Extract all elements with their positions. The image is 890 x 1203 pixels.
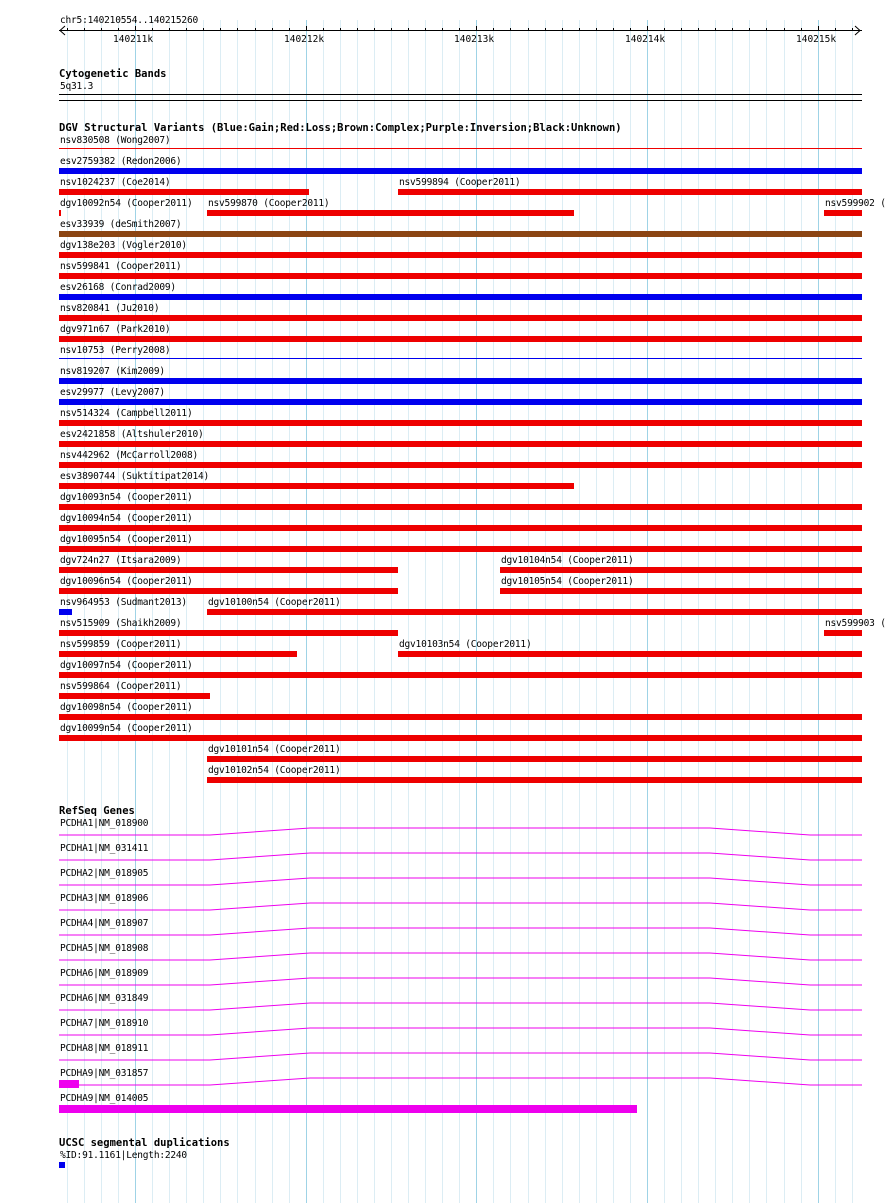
variant-label[interactable]: nsv964953 (Sudmant2013) xyxy=(60,597,187,608)
ruler-tick xyxy=(67,28,68,31)
variant-label[interactable]: nsv599870 (Cooper2011) xyxy=(208,198,330,209)
variant-bar[interactable] xyxy=(59,525,862,531)
variant-bar[interactable] xyxy=(500,588,862,594)
variant-label[interactable]: nsv599894 (Cooper2011) xyxy=(399,177,521,188)
variant-label[interactable]: dgv10094n54 (Cooper2011) xyxy=(60,513,193,524)
variant-bar[interactable] xyxy=(59,336,862,342)
ruler-tick xyxy=(459,28,460,31)
variant-bar[interactable] xyxy=(59,168,862,174)
gene-label[interactable]: PCDHA9|NM_014005 xyxy=(60,1093,149,1104)
variant-bar[interactable] xyxy=(59,546,862,552)
segdup-feature-label[interactable]: %ID:91.1161|Length:2240 xyxy=(60,1150,187,1161)
ruler-tick xyxy=(579,28,580,31)
variant-bar[interactable] xyxy=(59,462,862,468)
ruler-tick xyxy=(647,26,648,31)
segdup-feature-bar[interactable] xyxy=(59,1162,65,1168)
variant-label[interactable]: esv26168 (Conrad2009) xyxy=(60,282,176,293)
gene-label[interactable]: PCDHA7|NM_018910 xyxy=(60,1018,149,1029)
variant-bar[interactable] xyxy=(59,651,297,657)
gene-intron-line[interactable] xyxy=(0,874,890,894)
cytoband-line-bottom xyxy=(59,100,862,101)
variant-label[interactable]: dgv10103n54 (Cooper2011) xyxy=(399,639,532,650)
variant-bar[interactable] xyxy=(59,231,862,237)
ruler-tick xyxy=(357,28,358,31)
ruler-tick xyxy=(528,28,529,31)
variant-label[interactable]: dgv138e203 (Vogler2010) xyxy=(60,240,187,251)
ruler-tick xyxy=(732,28,733,31)
gene-label[interactable]: PCDHA3|NM_018906 xyxy=(60,893,149,904)
ruler-tick-label: 140211k xyxy=(113,34,154,45)
variant-bar[interactable] xyxy=(59,210,61,216)
ruler-tick xyxy=(84,28,85,31)
ruler-tick xyxy=(408,28,409,31)
variant-label[interactable]: dgv10105n54 (Cooper2011) xyxy=(501,576,634,587)
ruler-tick xyxy=(784,28,785,31)
ruler-tick xyxy=(203,28,204,31)
ruler-tick xyxy=(272,28,273,31)
ruler-tick xyxy=(323,28,324,31)
ruler-tick xyxy=(545,28,546,31)
ruler-tick xyxy=(391,28,392,31)
variant-bar[interactable] xyxy=(59,315,862,321)
ruler-tick-label: 140215k xyxy=(796,34,837,45)
ruler-tick xyxy=(715,28,716,31)
variant-label[interactable]: dgv10096n54 (Cooper2011) xyxy=(60,576,193,587)
variant-bar[interactable] xyxy=(59,504,862,510)
ruler-tick xyxy=(118,28,119,31)
cytoband-line-top xyxy=(59,94,862,95)
variant-bar[interactable] xyxy=(59,378,862,384)
variant-bar[interactable] xyxy=(59,358,862,359)
variant-bar[interactable] xyxy=(207,777,862,783)
variant-label[interactable]: nsv1024237 (Coe2014) xyxy=(60,177,171,188)
ruler-tick xyxy=(613,28,614,31)
ruler-tick-label: 140213k xyxy=(454,34,495,45)
gene-intron-line[interactable] xyxy=(0,824,890,844)
ruler-tick xyxy=(374,28,375,31)
cytoband-label[interactable]: 5q31.3 xyxy=(60,81,94,92)
variant-bar[interactable] xyxy=(59,567,398,573)
variant-bar[interactable] xyxy=(59,441,862,447)
variant-bar[interactable] xyxy=(59,609,72,615)
ruler-tick-label: 140214k xyxy=(625,34,666,45)
gene-intron-line[interactable] xyxy=(0,1024,890,1044)
ruler-tick xyxy=(510,28,511,31)
variant-label[interactable]: nsv599859 (Cooper2011) xyxy=(60,639,182,650)
variant-bar[interactable] xyxy=(59,735,862,741)
variant-bar[interactable] xyxy=(59,483,574,489)
variant-bar[interactable] xyxy=(398,189,862,195)
variant-label[interactable]: dgv971n67 (Park2010) xyxy=(60,324,171,335)
variant-label[interactable]: nsv442962 (McCarroll2008) xyxy=(60,450,198,461)
gene-label[interactable]: PCDHA4|NM_018907 xyxy=(60,918,149,929)
variant-label[interactable]: nsv599841 (Cooper2011) xyxy=(60,261,182,272)
variant-bar[interactable] xyxy=(59,588,398,594)
variant-label[interactable]: dgv10104n54 (Cooper2011) xyxy=(501,555,634,566)
ruler-tick xyxy=(835,28,836,31)
variant-label[interactable]: dgv10092n54 (Cooper2011) xyxy=(60,198,193,209)
variant-bar[interactable] xyxy=(59,693,210,699)
variant-label[interactable]: dgv10101n54 (Cooper2011) xyxy=(208,744,341,755)
variant-label[interactable]: esv29977 (Levy2007) xyxy=(60,387,165,398)
variant-bar[interactable] xyxy=(824,630,862,636)
variant-bar[interactable] xyxy=(500,567,862,573)
variant-label[interactable]: esv2759382 (Redon2006) xyxy=(60,156,182,167)
cytoband-track-title: Cytogenetic Bands xyxy=(59,68,167,80)
ruler-tick xyxy=(476,26,477,31)
variant-label[interactable]: esv3890744 (Suktitipat2014) xyxy=(60,471,210,482)
variant-bar[interactable] xyxy=(59,273,862,279)
variant-bar[interactable] xyxy=(59,252,862,258)
variant-bar[interactable] xyxy=(59,714,862,720)
scroll-right-icon[interactable] xyxy=(852,25,863,36)
variant-label[interactable]: nsv515909 (Shaikh2009) xyxy=(60,618,182,629)
variant-label[interactable]: esv33939 (deSmith2007) xyxy=(60,219,182,230)
variant-label[interactable]: nsv830508 (Wong2007) xyxy=(60,135,171,146)
segdup-track-title: UCSC segmental duplications xyxy=(59,1137,230,1149)
ruler-tick xyxy=(562,28,563,31)
gene-intron-line[interactable] xyxy=(0,924,890,944)
ruler-tick xyxy=(135,26,136,31)
variant-bar[interactable] xyxy=(824,210,862,216)
variant-label[interactable]: dgv10099n54 (Cooper2011) xyxy=(60,723,193,734)
variant-label[interactable]: nsv820841 (Ju2010) xyxy=(60,303,160,314)
variant-label[interactable]: nsv819207 (Kim2009) xyxy=(60,366,165,377)
variant-label[interactable]: dgv724n27 (Itsara2009) xyxy=(60,555,182,566)
ruler-tick xyxy=(852,28,853,31)
ruler-tick-label: 140212k xyxy=(284,34,325,45)
gene-label[interactable]: PCDHA5|NM_018908 xyxy=(60,943,149,954)
gene-intron-line[interactable] xyxy=(0,949,890,969)
variant-label[interactable]: nsv599902 ( xyxy=(825,198,886,209)
ruler-tick xyxy=(818,26,819,31)
ruler-tick xyxy=(220,28,221,31)
ruler-tick xyxy=(681,28,682,31)
variant-label[interactable]: dgv10097n54 (Cooper2011) xyxy=(60,660,193,671)
variant-label[interactable]: nsv599903 ( xyxy=(825,618,886,629)
ruler-tick xyxy=(766,28,767,31)
variant-label[interactable]: nsv514324 (Campbell2011) xyxy=(60,408,193,419)
ruler-location: chr5:140210554..140215260 xyxy=(60,15,198,26)
ruler-tick xyxy=(749,28,750,31)
ruler-tick xyxy=(442,28,443,31)
gene-label[interactable]: PCDHA2|NM_018905 xyxy=(60,868,149,879)
ruler-tick xyxy=(237,28,238,31)
variant-bar[interactable] xyxy=(207,609,862,615)
gene-label[interactable]: PCDHA1|NM_031411 xyxy=(60,843,149,854)
gene-label[interactable]: PCDHA9|NM_031857 xyxy=(60,1068,149,1079)
ruler-tick xyxy=(664,28,665,31)
gene-label[interactable]: PCDHA6|NM_031849 xyxy=(60,993,149,1004)
variant-bar[interactable] xyxy=(207,756,862,762)
variant-bar[interactable] xyxy=(207,210,574,216)
gene-label[interactable]: PCDHA8|NM_018911 xyxy=(60,1043,149,1054)
variant-bar[interactable] xyxy=(59,189,309,195)
variant-label[interactable]: dgv10098n54 (Cooper2011) xyxy=(60,702,193,713)
ruler-tick xyxy=(186,28,187,31)
variant-label[interactable]: dgv10100n54 (Cooper2011) xyxy=(208,597,341,608)
gene-intron-line[interactable] xyxy=(0,999,890,1019)
variant-label[interactable]: dgv10102n54 (Cooper2011) xyxy=(208,765,341,776)
ruler-tick xyxy=(152,28,153,31)
gene-label[interactable]: PCDHA6|NM_018909 xyxy=(60,968,149,979)
variant-bar[interactable] xyxy=(59,399,862,405)
ruler-tick xyxy=(493,28,494,31)
variant-bar[interactable] xyxy=(59,630,398,636)
variant-label[interactable]: esv2421858 (Altshuler2010) xyxy=(60,429,204,440)
ruler-tick xyxy=(596,28,597,31)
variant-bar[interactable] xyxy=(59,672,862,678)
gene-intron-line[interactable] xyxy=(0,899,890,919)
refseq-track-title: RefSeq Genes xyxy=(59,805,135,817)
ruler-tick xyxy=(801,28,802,31)
ruler-axis xyxy=(59,30,862,31)
variant-bar[interactable] xyxy=(59,420,862,426)
variant-bar[interactable] xyxy=(59,148,862,149)
ruler-tick xyxy=(630,28,631,31)
gene-intron-line[interactable] xyxy=(0,974,890,994)
variant-label[interactable]: dgv10095n54 (Cooper2011) xyxy=(60,534,193,545)
ruler-tick xyxy=(340,28,341,31)
ruler-tick xyxy=(306,26,307,31)
ruler-tick xyxy=(169,28,170,31)
gene-intron-line[interactable] xyxy=(0,1049,890,1069)
ruler-tick xyxy=(425,28,426,31)
gene-label[interactable]: PCDHA1|NM_018900 xyxy=(60,818,149,829)
variant-label[interactable]: nsv599864 (Cooper2011) xyxy=(60,681,182,692)
dgv-track-title: DGV Structural Variants (Blue:Gain;Red:Loss;Brown:Complex;Purple:Inversion;Black:Unknown) xyxy=(59,122,622,134)
ruler-tick xyxy=(289,28,290,31)
variant-bar[interactable] xyxy=(59,294,862,300)
gene-intron-line[interactable] xyxy=(0,849,890,869)
ruler-tick xyxy=(255,28,256,31)
gene-exon[interactable] xyxy=(59,1080,79,1088)
ruler-tick xyxy=(101,28,102,31)
variant-label[interactable]: dgv10093n54 (Cooper2011) xyxy=(60,492,193,503)
variant-label[interactable]: nsv10753 (Perry2008) xyxy=(60,345,171,356)
variant-bar[interactable] xyxy=(398,651,862,657)
gene-exon[interactable] xyxy=(59,1105,637,1113)
gene-intron-line[interactable] xyxy=(0,1074,890,1094)
ruler-tick xyxy=(698,28,699,31)
